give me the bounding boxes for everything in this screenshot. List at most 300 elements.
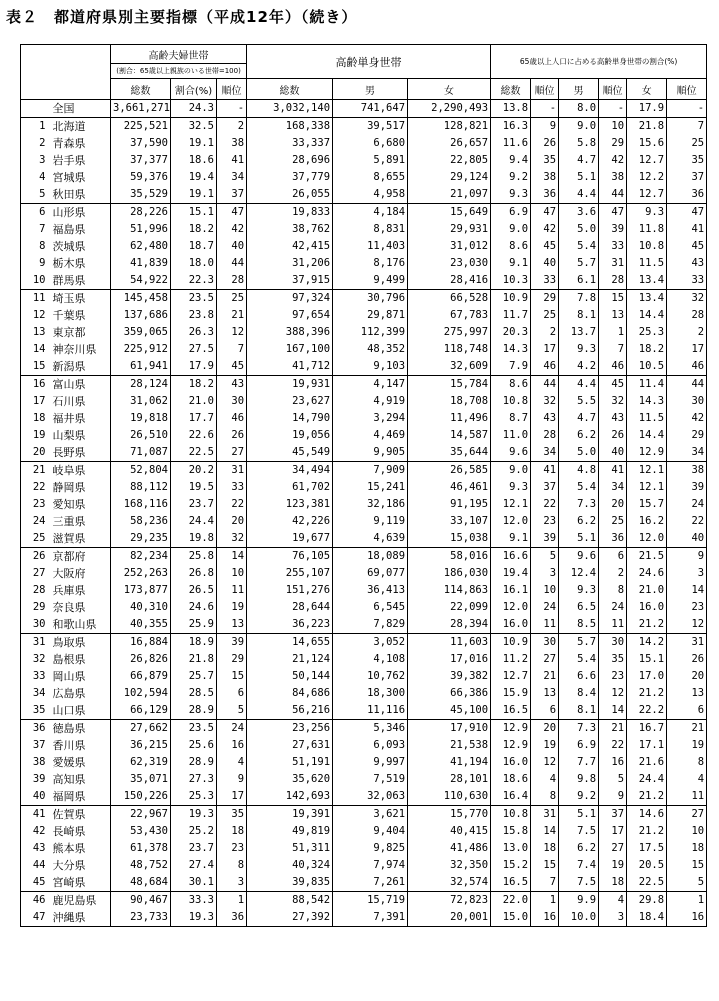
cell-number: 30 xyxy=(21,616,49,634)
cell-value: 17.7 xyxy=(171,410,217,427)
cell-value: 88,112 xyxy=(111,479,171,496)
cell-value: 1 xyxy=(599,324,627,341)
cell-value: 37,590 xyxy=(111,135,171,152)
cell-value: 9.6 xyxy=(491,444,531,462)
cell-value: 9,404 xyxy=(333,823,408,840)
cell-value: 9.6 xyxy=(559,548,599,566)
cell-number: 40 xyxy=(21,788,49,806)
cell-value: 31,012 xyxy=(408,238,491,255)
cell-prefecture: 山形県 xyxy=(49,204,111,222)
cell-value: 3 xyxy=(217,874,247,892)
cell-value: 26 xyxy=(531,135,559,152)
cell-value: 388,396 xyxy=(247,324,333,341)
cell-value: 29,871 xyxy=(333,307,408,324)
cell-number: 13 xyxy=(21,324,49,341)
cell-value: 32 xyxy=(667,290,707,308)
cell-prefecture: 奈良県 xyxy=(49,599,111,616)
cell-value: 7.7 xyxy=(559,754,599,771)
cell-value: 24 xyxy=(667,496,707,513)
cell-value: 5.1 xyxy=(559,806,599,824)
cell-prefecture: 大分県 xyxy=(49,857,111,874)
cell-value: 16.3 xyxy=(491,118,531,136)
cell-number: 36 xyxy=(21,720,49,738)
table-row xyxy=(21,874,707,892)
cell-number: 43 xyxy=(21,840,49,857)
cell-value: 22 xyxy=(531,496,559,513)
cell-value: 11.6 xyxy=(491,135,531,152)
table-row xyxy=(21,530,707,548)
cell-value: 47 xyxy=(217,204,247,222)
cell-value: 29,235 xyxy=(111,530,171,548)
cell-value: 25.2 xyxy=(171,823,217,840)
cell-value: 19 xyxy=(531,737,559,754)
cell-value: 22.6 xyxy=(171,427,217,444)
cell-value: 29 xyxy=(531,290,559,308)
cell-value: 26,657 xyxy=(408,135,491,152)
cell-number: 41 xyxy=(21,806,49,824)
cell-value: 5.4 xyxy=(559,238,599,255)
cell-value: 11.2 xyxy=(491,651,531,668)
cell-value: 4 xyxy=(531,771,559,788)
cell-value: 11,496 xyxy=(408,410,491,427)
cell-value: 15 xyxy=(667,857,707,874)
cell-value: 15.8 xyxy=(491,823,531,840)
cell-value: 33,337 xyxy=(247,135,333,152)
cell-value: 28,394 xyxy=(408,616,491,634)
cell-value: 14 xyxy=(217,548,247,566)
cell-value: 12.9 xyxy=(491,720,531,738)
cell-prefecture: 三重県 xyxy=(49,513,111,530)
cell-value: 9 xyxy=(599,788,627,806)
cell-value: 7,974 xyxy=(333,857,408,874)
table-row xyxy=(21,324,707,341)
cell-value: 18 xyxy=(531,840,559,857)
cell-value: 28,124 xyxy=(111,376,171,394)
cell-number: 16 xyxy=(21,376,49,394)
cell-value: 13 xyxy=(217,616,247,634)
cell-value: 40 xyxy=(599,444,627,462)
cell-prefecture: 福島県 xyxy=(49,221,111,238)
cell-value: 14.4 xyxy=(627,427,667,444)
table-row xyxy=(21,702,707,720)
cell-value: 36 xyxy=(599,530,627,548)
cell-value: 91,195 xyxy=(408,496,491,513)
cell-value: 5.8 xyxy=(559,135,599,152)
cell-number: 34 xyxy=(21,685,49,702)
cell-value: 10.9 xyxy=(491,634,531,652)
cell-value: 26,055 xyxy=(247,186,333,204)
cell-value: 41 xyxy=(531,462,559,480)
cell-value: 9,499 xyxy=(333,272,408,290)
cell-value: 21,538 xyxy=(408,737,491,754)
cell-value: 29 xyxy=(667,427,707,444)
cell-value: 22.5 xyxy=(627,874,667,892)
cell-value: 24 xyxy=(599,599,627,616)
cell-value: 45,100 xyxy=(408,702,491,720)
cell-value: 112,399 xyxy=(333,324,408,341)
cell-value: 35,644 xyxy=(408,444,491,462)
cell-value: 35 xyxy=(667,152,707,169)
cell-value: 33 xyxy=(667,272,707,290)
cell-value: 102,594 xyxy=(111,685,171,702)
cell-value: 4,469 xyxy=(333,427,408,444)
cell-value: 12.0 xyxy=(491,599,531,616)
table-row xyxy=(21,272,707,290)
cell-value: 16,884 xyxy=(111,634,171,652)
cell-value: 2 xyxy=(599,565,627,582)
cell-number: 33 xyxy=(21,668,49,685)
cell-value: 39 xyxy=(599,221,627,238)
cell-value: 11.0 xyxy=(491,427,531,444)
cell-value: 18.6 xyxy=(491,771,531,788)
cell-value: 14 xyxy=(667,582,707,599)
cell-value: 31 xyxy=(599,255,627,272)
cell-value: 18,708 xyxy=(408,393,491,410)
table-row xyxy=(21,771,707,788)
cell-value: 58,016 xyxy=(408,548,491,566)
cell-prefecture: 広島県 xyxy=(49,685,111,702)
table-row xyxy=(21,565,707,582)
cell-value: 61,378 xyxy=(111,840,171,857)
cell-value: 17.9 xyxy=(171,358,217,376)
cell-value: 22.2 xyxy=(627,702,667,720)
cell-value: 275,997 xyxy=(408,324,491,341)
cell-value: 186,030 xyxy=(408,565,491,582)
cell-value: 8.5 xyxy=(559,616,599,634)
cell-value: 34 xyxy=(667,444,707,462)
cell-value: 19.4 xyxy=(491,565,531,582)
cell-value: 16 xyxy=(217,737,247,754)
cell-value: 17,016 xyxy=(408,651,491,668)
table-row xyxy=(21,737,707,754)
cell-value: 26,510 xyxy=(111,427,171,444)
cell-prefecture: 大阪府 xyxy=(49,565,111,582)
col-header: 総数 xyxy=(247,79,333,100)
cell-value: 12.7 xyxy=(491,668,531,685)
cell-number: 2 xyxy=(21,135,49,152)
cell-value: 33,107 xyxy=(408,513,491,530)
cell-value: 29.8 xyxy=(627,892,667,910)
cell-value: 12.1 xyxy=(491,496,531,513)
cell-value: 27.5 xyxy=(171,341,217,358)
cell-value: 10.8 xyxy=(491,806,531,824)
cell-value: 35,071 xyxy=(111,771,171,788)
cell-prefecture: 鳥取県 xyxy=(49,634,111,652)
cell-value: 30 xyxy=(531,634,559,652)
table-row xyxy=(21,376,707,394)
cell-value: 23,733 xyxy=(111,909,171,927)
col-header: 割合(%) xyxy=(171,79,217,100)
cell-value: 34 xyxy=(217,169,247,186)
cell-value: 142,693 xyxy=(247,788,333,806)
cell-value: 72,823 xyxy=(408,892,491,910)
cell-prefecture: 岐阜県 xyxy=(49,462,111,480)
table-row xyxy=(21,909,707,927)
cell-value: 36,413 xyxy=(333,582,408,599)
table-row xyxy=(21,685,707,702)
cell-value: 9.8 xyxy=(559,771,599,788)
cell-value: 24.6 xyxy=(627,565,667,582)
cell-value: 11 xyxy=(599,616,627,634)
table-row xyxy=(21,152,707,169)
cell-value: 29,124 xyxy=(408,169,491,186)
cell-value: 23 xyxy=(667,599,707,616)
cell-value: - xyxy=(217,100,247,118)
cell-number: 28 xyxy=(21,582,49,599)
cell-value: 17 xyxy=(667,341,707,358)
cell-value: 39 xyxy=(667,479,707,496)
table-header xyxy=(21,45,707,100)
cell-value: 9.9 xyxy=(559,892,599,910)
cell-value: 19 xyxy=(217,599,247,616)
cell-value: 6.9 xyxy=(491,204,531,222)
cell-value: 28 xyxy=(599,272,627,290)
cell-number: 37 xyxy=(21,737,49,754)
table-row xyxy=(21,290,707,308)
cell-value: 28,644 xyxy=(247,599,333,616)
cell-value: 28,696 xyxy=(247,152,333,169)
cell-value: 40 xyxy=(531,255,559,272)
cell-value: 5.0 xyxy=(559,444,599,462)
cell-value: 48,752 xyxy=(111,857,171,874)
table-row xyxy=(21,513,707,530)
cell-value: 3.6 xyxy=(559,204,599,222)
table-row xyxy=(21,599,707,616)
cell-value: 16 xyxy=(599,754,627,771)
cell-value: 27 xyxy=(599,840,627,857)
cell-value: 3,032,140 xyxy=(247,100,333,118)
cell-value: 82,234 xyxy=(111,548,171,566)
cell-value: 97,324 xyxy=(247,290,333,308)
cell-value: 28,101 xyxy=(408,771,491,788)
cell-value: 21.2 xyxy=(627,685,667,702)
cell-value: 10,762 xyxy=(333,668,408,685)
cell-value: 59,376 xyxy=(111,169,171,186)
cell-value: 9.4 xyxy=(491,152,531,169)
cell-value: 88,542 xyxy=(247,892,333,910)
cell-value: 21.2 xyxy=(627,823,667,840)
cell-value: 41,194 xyxy=(408,754,491,771)
table-body xyxy=(21,100,707,927)
cell-value: 12 xyxy=(531,754,559,771)
cell-value: 3 xyxy=(531,565,559,582)
cell-prefecture: 静岡県 xyxy=(49,479,111,496)
cell-value: 35 xyxy=(217,806,247,824)
col-header: 順位 xyxy=(599,79,627,100)
cell-value: 15,719 xyxy=(333,892,408,910)
cell-value: 27,392 xyxy=(247,909,333,927)
table-row xyxy=(21,169,707,186)
cell-value: 19 xyxy=(667,737,707,754)
cell-value: 45,549 xyxy=(247,444,333,462)
cell-value: 19.8 xyxy=(171,530,217,548)
cell-value: 8.1 xyxy=(559,702,599,720)
cell-value: 76,105 xyxy=(247,548,333,566)
cell-number: 14 xyxy=(21,341,49,358)
cell-value: 18,089 xyxy=(333,548,408,566)
cell-value: 9 xyxy=(667,548,707,566)
cell-value: 4 xyxy=(599,892,627,910)
cell-value: 9,103 xyxy=(333,358,408,376)
cell-value: 9.2 xyxy=(559,788,599,806)
cell-value: 47 xyxy=(667,204,707,222)
cell-value: 21 xyxy=(599,720,627,738)
cell-value: 22.5 xyxy=(171,444,217,462)
cell-value: 10.5 xyxy=(627,358,667,376)
cell-value: 66,528 xyxy=(408,290,491,308)
cell-value: 9.3 xyxy=(559,582,599,599)
cell-value: 19.3 xyxy=(171,806,217,824)
cell-value: 7 xyxy=(217,341,247,358)
cell-number: 22 xyxy=(21,479,49,496)
cell-value: 5.4 xyxy=(559,651,599,668)
cell-value: 16.5 xyxy=(491,874,531,892)
cell-value: 21.8 xyxy=(171,651,217,668)
cell-value: 40,355 xyxy=(111,616,171,634)
cell-number: 25 xyxy=(21,530,49,548)
cell-value: 4.4 xyxy=(559,376,599,394)
cell-value: 28.9 xyxy=(171,754,217,771)
cell-value: 4,639 xyxy=(333,530,408,548)
cell-value: 114,863 xyxy=(408,582,491,599)
cell-value: 39 xyxy=(531,530,559,548)
cell-value: 9,825 xyxy=(333,840,408,857)
cell-prefecture: 栃木県 xyxy=(49,255,111,272)
cell-value: 31,206 xyxy=(247,255,333,272)
cell-value: 6,093 xyxy=(333,737,408,754)
cell-value: 9.3 xyxy=(491,186,531,204)
cell-value: 35 xyxy=(599,651,627,668)
cell-number: 9 xyxy=(21,255,49,272)
cell-value: 37 xyxy=(599,806,627,824)
cell-value: 12 xyxy=(599,685,627,702)
cell-value: 22,805 xyxy=(408,152,491,169)
cell-value: 23.8 xyxy=(171,307,217,324)
cell-value: - xyxy=(531,100,559,118)
table-row xyxy=(21,668,707,685)
header-group-ratio: 65歳以上人口に占める高齢単身世帯の割合(%) xyxy=(491,45,707,79)
cell-value: 173,877 xyxy=(111,582,171,599)
cell-value: 5,891 xyxy=(333,152,408,169)
cell-value: 31 xyxy=(531,806,559,824)
cell-number: 27 xyxy=(21,565,49,582)
cell-prefecture: 千葉県 xyxy=(49,307,111,324)
cell-value: 31 xyxy=(667,634,707,652)
cell-value: 51,191 xyxy=(247,754,333,771)
cell-value: 7 xyxy=(531,874,559,892)
cell-value: 6.5 xyxy=(559,599,599,616)
cell-value: 25.7 xyxy=(171,668,217,685)
cell-value: 11,403 xyxy=(333,238,408,255)
cell-value: 25 xyxy=(667,135,707,152)
cell-value: 13.7 xyxy=(559,324,599,341)
cell-value: 33.3 xyxy=(171,892,217,910)
cell-value: 26 xyxy=(217,427,247,444)
cell-value: 25 xyxy=(531,307,559,324)
cell-value: 9.0 xyxy=(559,118,599,136)
table-row xyxy=(21,582,707,599)
cell-value: 29 xyxy=(599,135,627,152)
cell-number: 45 xyxy=(21,874,49,892)
cell-value: 27.4 xyxy=(171,857,217,874)
table-row xyxy=(21,393,707,410)
cell-value: 7.8 xyxy=(559,290,599,308)
cell-value: 26.8 xyxy=(171,565,217,582)
cell-value: 15.1 xyxy=(627,651,667,668)
cell-value: 15.0 xyxy=(491,909,531,927)
cell-prefecture: 埼玉県 xyxy=(49,290,111,308)
cell-prefecture: 島根県 xyxy=(49,651,111,668)
cell-value: 16.2 xyxy=(627,513,667,530)
cell-value: 11.8 xyxy=(627,221,667,238)
cell-value: 32,574 xyxy=(408,874,491,892)
cell-value: 24.3 xyxy=(171,100,217,118)
cell-value: 9.2 xyxy=(491,169,531,186)
cell-value: 11,116 xyxy=(333,702,408,720)
cell-value: 21.6 xyxy=(627,754,667,771)
cell-value: 49,819 xyxy=(247,823,333,840)
cell-value: 32,350 xyxy=(408,857,491,874)
cell-value: 8,831 xyxy=(333,221,408,238)
cell-value: 26 xyxy=(599,427,627,444)
cell-value: 19.1 xyxy=(171,186,217,204)
cell-number: 17 xyxy=(21,393,49,410)
cell-value: 8 xyxy=(667,754,707,771)
cell-value: 20 xyxy=(667,668,707,685)
cell-value: 14 xyxy=(599,702,627,720)
cell-value: 33 xyxy=(531,272,559,290)
cell-value: 32 xyxy=(531,393,559,410)
cell-value: 19,818 xyxy=(111,410,171,427)
cell-value: 22,967 xyxy=(111,806,171,824)
cell-value: 46 xyxy=(667,358,707,376)
cell-number: 29 xyxy=(21,599,49,616)
cell-value: 110,630 xyxy=(408,788,491,806)
cell-value: 3 xyxy=(599,909,627,927)
cell-value: 5.0 xyxy=(559,221,599,238)
cell-value: 33 xyxy=(217,479,247,496)
cell-prefecture: 宮城県 xyxy=(49,169,111,186)
cell-value: 35 xyxy=(531,152,559,169)
table-row xyxy=(21,444,707,462)
cell-value: 11.4 xyxy=(627,376,667,394)
cell-value: 30 xyxy=(599,634,627,652)
cell-value: 39,517 xyxy=(333,118,408,136)
cell-number: 21 xyxy=(21,462,49,480)
cell-value: 15,784 xyxy=(408,376,491,394)
cell-value: 24.4 xyxy=(627,771,667,788)
cell-value: 18.2 xyxy=(171,221,217,238)
cell-value: 6 xyxy=(667,702,707,720)
cell-prefecture: 福井県 xyxy=(49,410,111,427)
table-row xyxy=(21,135,707,152)
cell-value: 4.8 xyxy=(559,462,599,480)
cell-value: 20.5 xyxy=(627,857,667,874)
cell-value: 17.1 xyxy=(627,737,667,754)
cell-value: 38 xyxy=(667,462,707,480)
cell-value: 30,796 xyxy=(333,290,408,308)
cell-value: 7,829 xyxy=(333,616,408,634)
cell-value: 7,261 xyxy=(333,874,408,892)
cell-value: 13 xyxy=(599,307,627,324)
table-row xyxy=(21,857,707,874)
cell-value: 4.2 xyxy=(559,358,599,376)
cell-value: 6 xyxy=(217,685,247,702)
cell-value: 25 xyxy=(217,290,247,308)
cell-value: 47 xyxy=(599,204,627,222)
cell-value: 28,416 xyxy=(408,272,491,290)
cell-value: 359,065 xyxy=(111,324,171,341)
